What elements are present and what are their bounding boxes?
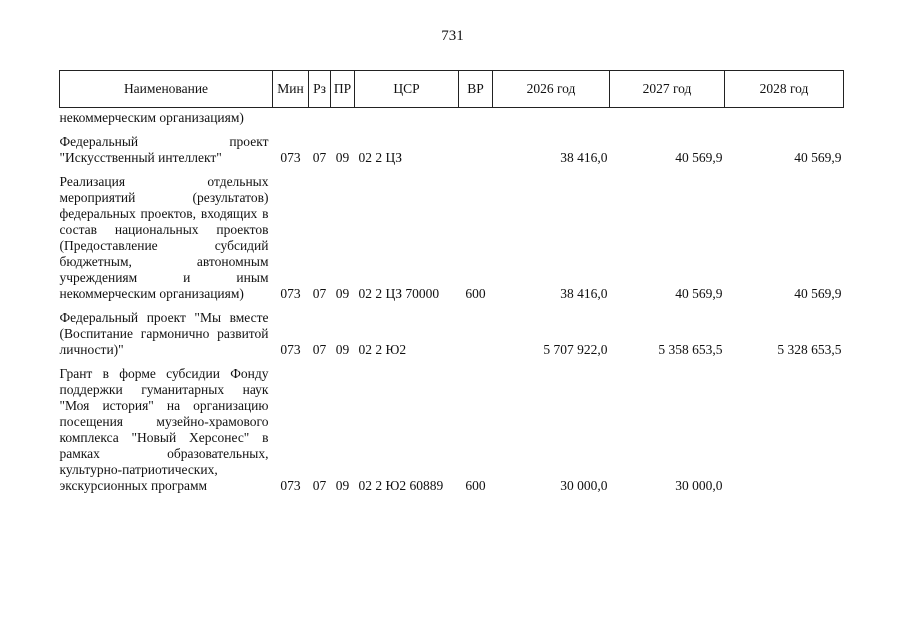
row-2027: 5 358 653,5 — [658, 342, 723, 357]
table-row — [60, 134, 844, 166]
row-min: 073 — [280, 286, 301, 301]
table-header-row — [60, 71, 844, 108]
table-row — [60, 310, 844, 358]
row-2028: 40 569,9 — [794, 286, 842, 301]
row-min: 073 — [280, 150, 301, 165]
header-csr: ЦСР — [355, 71, 459, 108]
row-rz: 07 — [312, 150, 327, 165]
row-csr: 02 2 Ю2 60889 — [358, 478, 444, 493]
table-row — [60, 108, 844, 127]
row-vr: 600 — [465, 478, 486, 493]
row-2026 — [493, 108, 610, 127]
row-2028: 5 328 653,5 — [777, 342, 842, 357]
row-2028 — [725, 108, 844, 127]
row-name: Реализация отдельных мероприятий (результатов) федеральных проектов, входящих в состав национальных проектов (Предоставление субсидий бюджетным, автономным учреждениям и иным некоммерческим организациям) — [59, 174, 269, 301]
row-2027: 40 569,9 — [675, 286, 723, 301]
row-min: 073 — [280, 342, 301, 357]
header-2026: 2026 год — [493, 71, 610, 108]
row-2027: 30 000,0 — [675, 478, 723, 493]
row-2026: 5 707 922,0 — [543, 342, 608, 357]
row-2027 — [610, 108, 725, 127]
row-vr — [459, 108, 493, 127]
header-pr: ПР — [331, 71, 355, 108]
row-pr: 09 — [335, 342, 350, 357]
header-2028: 2028 год — [725, 71, 844, 108]
row-2028 — [725, 366, 844, 494]
row-vr: 600 — [465, 286, 486, 301]
row-csr: 02 2 ЦЗ 70000 — [358, 286, 440, 301]
header-name: Наименование — [60, 71, 273, 108]
row-2026: 38 416,0 — [560, 150, 608, 165]
row-2026: 30 000,0 — [560, 478, 608, 493]
row-pr: 09 — [335, 286, 350, 301]
row-vr — [459, 134, 493, 166]
row-rz: 07 — [312, 342, 327, 357]
row-pr: 09 — [335, 150, 350, 165]
row-name: Федеральный проект "Искусственный интеллект" — [59, 134, 269, 165]
row-min: 073 — [280, 478, 301, 493]
row-csr: 02 2 Ю2 — [358, 342, 407, 357]
row-min — [273, 108, 309, 127]
page-number: 731 — [441, 28, 464, 44]
row-name: Грант в форме субсидии Фонду поддержки гуманитарных наук "Моя история" на организацию посещения музейно-храмового комплекса "Новый Херсонес" в рамках образовательных, культурно-патриотических, экскурсионных программ — [59, 366, 269, 493]
row-name: некоммерческим организациям) — [59, 110, 244, 125]
row-vr — [459, 310, 493, 358]
header-2027: 2027 год — [610, 71, 725, 108]
row-pr: 09 — [335, 478, 350, 493]
row-csr: 02 2 ЦЗ — [358, 150, 403, 165]
row-csr — [355, 108, 459, 127]
table-row — [60, 174, 844, 302]
row-2026: 38 416,0 — [560, 286, 608, 301]
row-rz: 07 — [312, 478, 327, 493]
row-name: Федеральный проект "Мы вместе (Воспитание гармонично развитой личности)" — [59, 310, 269, 357]
row-2028: 40 569,9 — [794, 150, 842, 165]
row-2027: 40 569,9 — [675, 150, 723, 165]
row-rz — [309, 108, 331, 127]
header-min: Мин — [273, 71, 309, 108]
row-pr — [331, 108, 355, 127]
table-row — [60, 366, 844, 494]
header-vr: ВР — [459, 71, 493, 108]
row-rz: 07 — [312, 286, 327, 301]
budget-table — [59, 70, 844, 494]
header-rz: Рз — [309, 71, 331, 108]
